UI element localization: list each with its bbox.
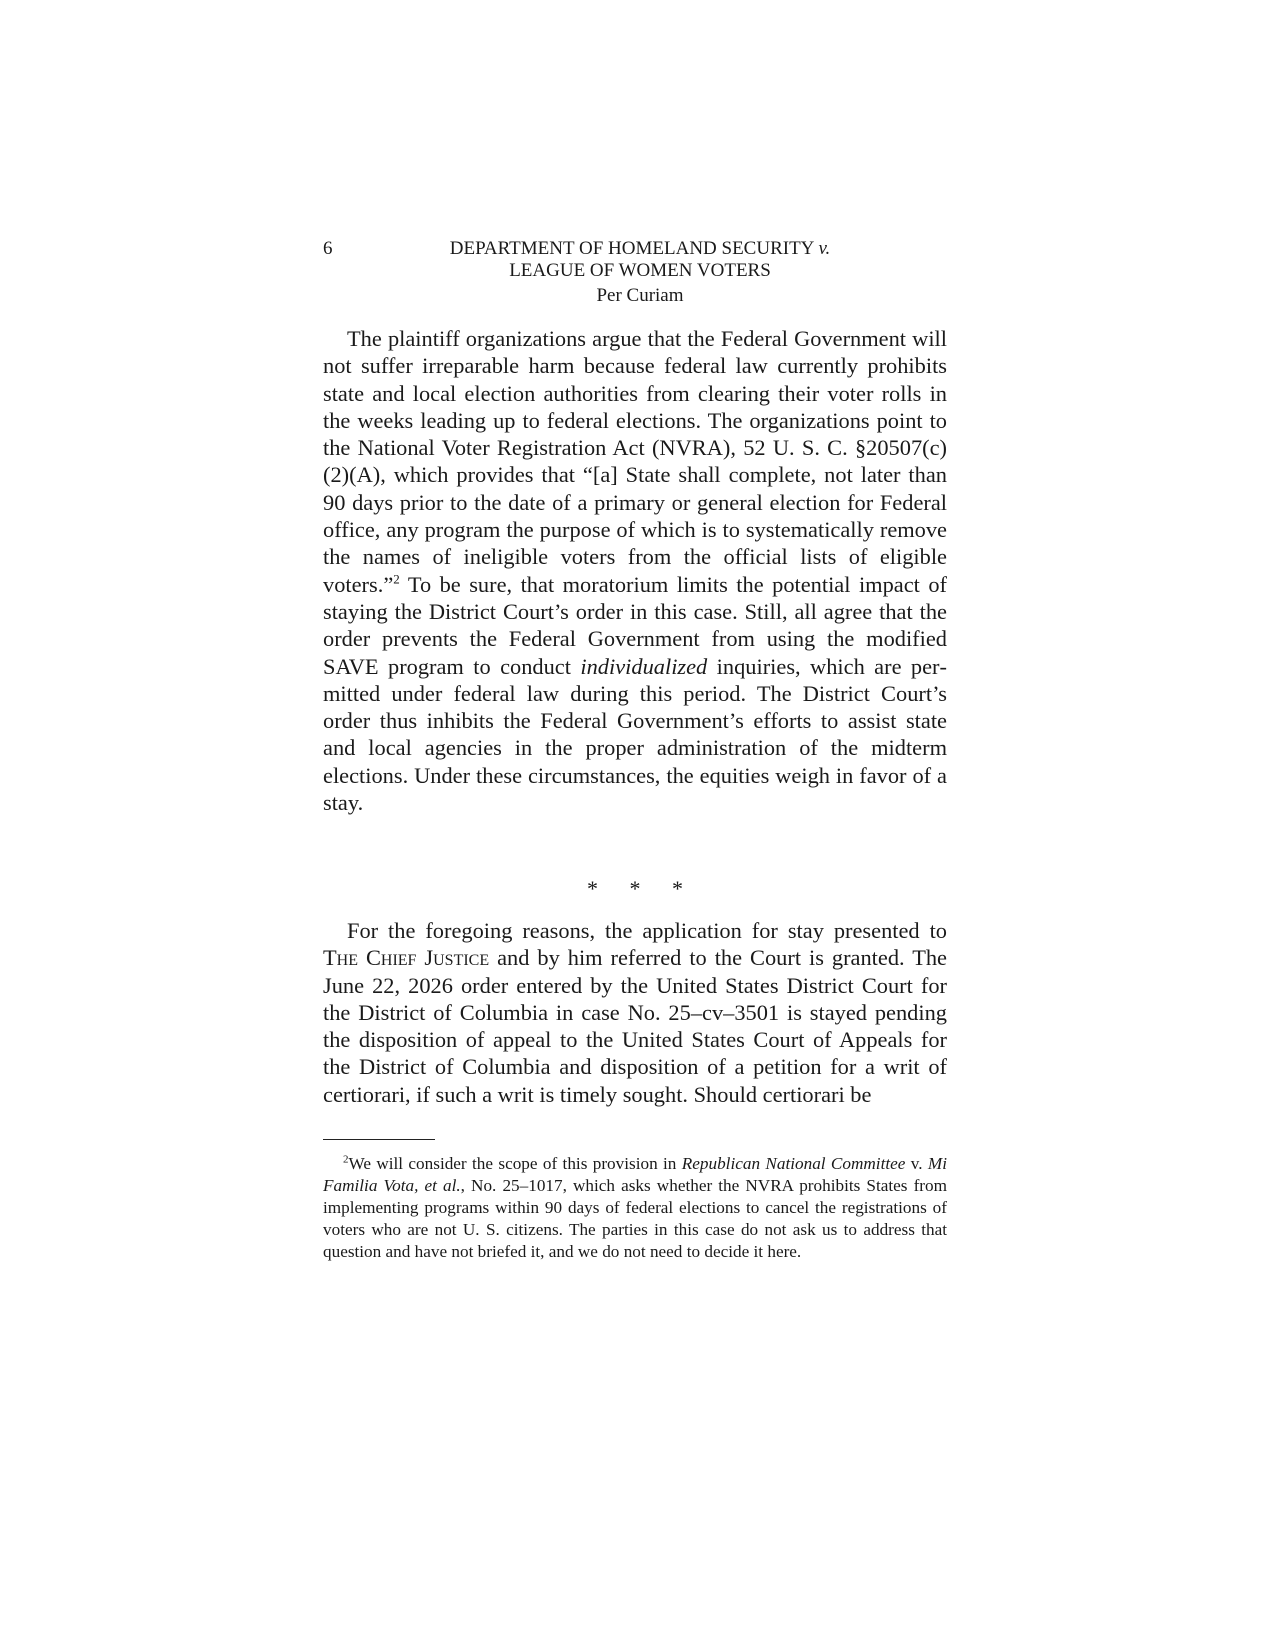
- chief-justice-smallcaps: The Chief Justice: [323, 945, 490, 971]
- case-title-party-1: DEPARTMENT OF HOMELAND SECURITY: [449, 238, 819, 259]
- opinion-type: Per Curiam: [596, 285, 684, 306]
- footnote-text-a: We will consider the scope of this provision in: [348, 1154, 682, 1173]
- paragraph-1-text-c: inquiries, which are permitted under federal law during this period. The District Court’s order thus inhibits the Federal Government’s efforts to assist state and local agencies in the proper administration of the midterm elections. Under these circumstances, the equities weigh in favor of a stay.: [323, 653, 947, 816]
- section-break-stars: * * *: [587, 876, 683, 901]
- body-paragraph-2: [323, 917, 947, 1108]
- page-number: 6: [323, 238, 333, 259]
- footnote-text-b: v.: [905, 1154, 928, 1173]
- footnote-reference-2[interactable]: 2: [393, 571, 400, 587]
- footnote-divider: [323, 1139, 435, 1140]
- running-header: [340, 238, 940, 307]
- paragraph-2-text-b: and by him referred to the Court is granted. The June 22, 2026 order entered by the United States District Court for the District of Columbia in case No. 25–cv–3501 is stayed pending the disposition of appeal to the United States Court of Appeals for the District of Columbia and disposition of a petition for a writ of certiorari, if such a writ is timely sought. Should certiorari be: [323, 945, 947, 1107]
- footnote-number: 2: [343, 1153, 349, 1166]
- paragraph-1-text-a: The plaintiff organizations argue that the Federal Government will not suffer irreparable harm because federal law currently prohibits state and local election authorities from clearing their voter rolls in the weeks leading up to federal elections. The organizations point to the National Voter Registration Act (NVRA), 52 U. S. C. §20507(c)(2)(A), which provides that “[a] State shall complete, not later than 90 days prior to the date of a primary or general election for Federal office, any program the purpose of which is to systematically remove the names of ineligible voters from the official lists of eligible voters.”: [323, 326, 947, 597]
- footnote-2: [323, 1153, 947, 1263]
- case-title-line-2: LEAGUE OF WOMEN VOTERS: [509, 260, 771, 281]
- case-title-line-1: [340, 238, 940, 260]
- paragraph-1-italic: individualized: [580, 653, 708, 679]
- footnote-italic-case-2: Mi Familia Vota, et al.: [323, 1154, 947, 1196]
- paragraph-2-text-a: For the foregoing reasons, the application for stay presented to: [347, 918, 947, 943]
- footnote-text-c: , No. 25–1017, which asks whether the NVRA prohibits States from implementing programs within 90 days of federal elections to cancel the registrations of voters who are not U. S. citizens. The parties in this case do not ask us to address that question and have not briefed it, and we do not need to decide it here.: [323, 1176, 947, 1262]
- versus-abbreviation: v.: [818, 238, 831, 259]
- paragraph-1-text-b: To be sure, that moratorium limits the potential impact of staying the District Court’s order in this case. Still, all agree that the order prevents the Federal Government from using the modified SAVE program to conduct: [323, 571, 947, 679]
- body-paragraph-1: [323, 325, 947, 816]
- footnote-italic-case-1: Republican National Committee: [681, 1154, 906, 1173]
